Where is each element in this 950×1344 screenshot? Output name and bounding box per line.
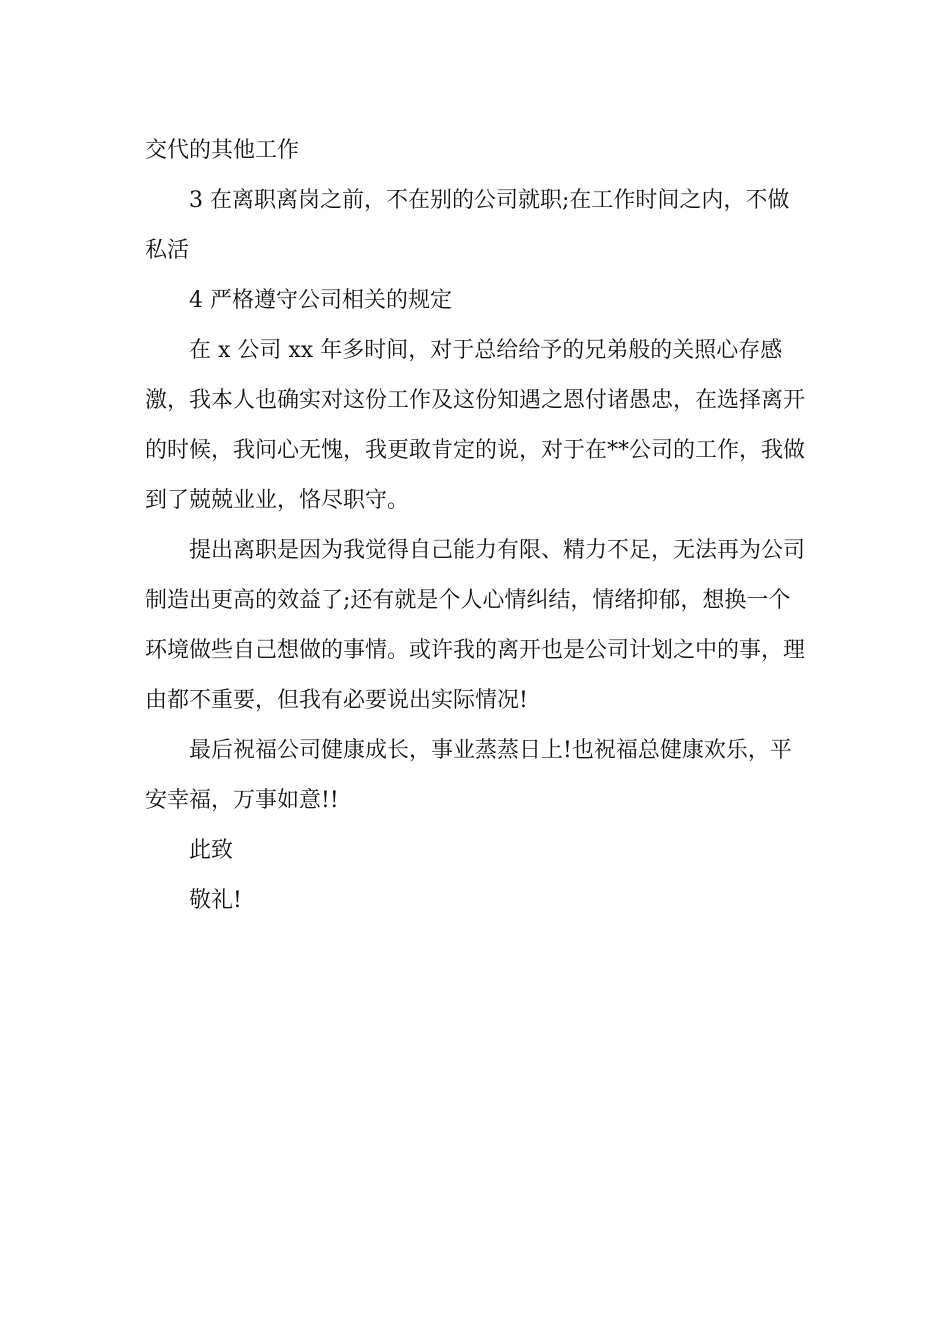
paragraph-continuation: 交代的其他工作: [145, 138, 300, 163]
closing-salutation: 此致: [189, 838, 234, 863]
paragraph-reason: 提出离职是因为我觉得自己能力有限、精力不足，无法再为公司制造出更高的效益了;还有就是个人心情纠结，情绪抑郁，想换一个环境做些自己想做的事情。或许我的离开也是公司计划之中的事，理由都不重要，但我有必要说出实际情况!: [145, 538, 806, 713]
paragraph-item-3: 3 在离职离岗之前，不在别的公司就职;在工作时间之内，不做私活: [145, 188, 790, 263]
paragraph-item-4: 4 严格遵守公司相关的规定: [189, 288, 452, 313]
paragraph-wishes: 最后祝福公司健康成长，事业蒸蒸日上!也祝福总健康欢乐，平安幸福，万事如意!!: [145, 738, 792, 813]
document-body: [145, 126, 810, 926]
paragraph-gratitude: 在 x 公司 xx 年多时间，对于总给给予的兄弟般的关照心存感激，我本人也确实对这份工作及这份知遇之恩付诸愚忠，在选择离开的时候，我问心无愧，我更敢肯定的说，对于在**公司的工作，我做到了兢兢业业，恪尽职守。: [145, 338, 806, 513]
closing-respect: 敬礼!: [189, 888, 242, 913]
